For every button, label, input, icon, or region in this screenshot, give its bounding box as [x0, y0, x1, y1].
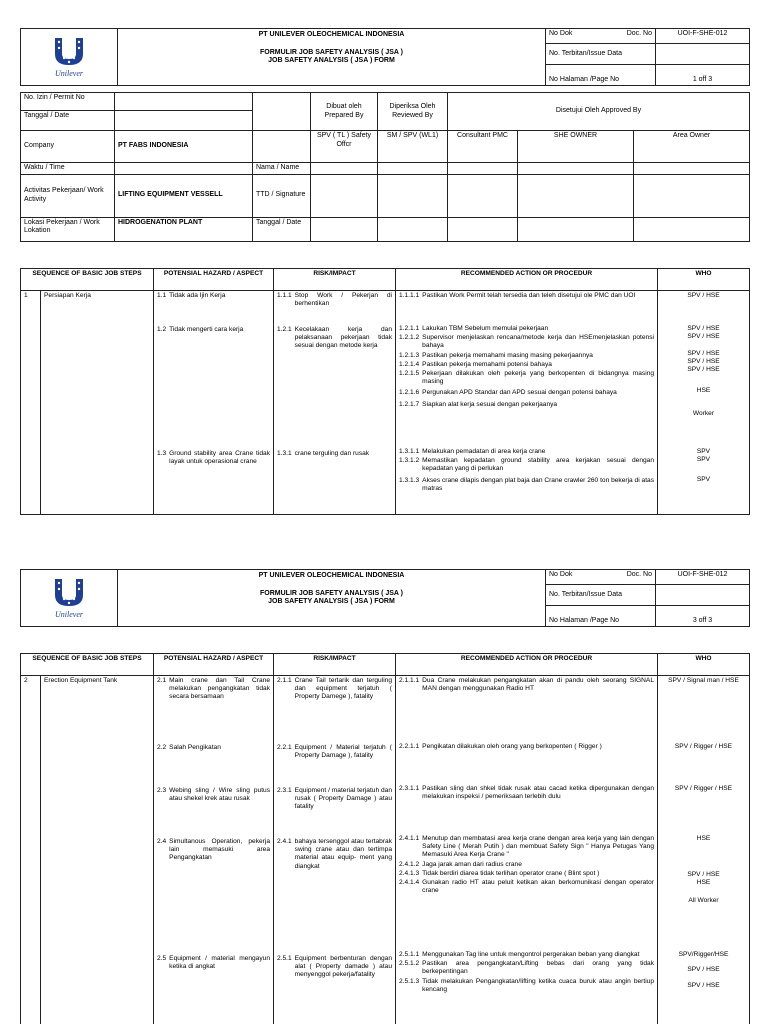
who-value: SPV/Rigger/HSE	[678, 951, 729, 958]
action-no: 1.2.1.3	[399, 351, 420, 359]
date2-label: Tanggal / Date	[253, 217, 311, 241]
page-value: 3 off 3	[656, 606, 750, 627]
page-value: 1 off 3	[656, 65, 750, 86]
hazard-no: 2.3	[157, 787, 167, 794]
risk-text: Equipment / Material terjatuh ( Property Damage ), fatality	[294, 744, 392, 760]
action-cell	[396, 291, 658, 515]
activity-label: Activitas Pekerjaan/ Work Activity	[21, 174, 115, 217]
action-text: Pastikan area pengangkatan/Lifting bebas dari orang yang tidak berkepentingan	[422, 960, 654, 976]
permit-value	[115, 93, 253, 111]
sig-cell	[518, 217, 634, 241]
location-label: Lokasi Pekerjaan / Work Lokation	[21, 217, 115, 241]
col-who: WHO	[658, 654, 750, 676]
form-title-2: JOB SAFETY ANALYSIS ( JSA ) FORM	[268, 57, 395, 64]
who-value: SPV	[696, 456, 711, 464]
risk-text: Equipment / material terjatuh dan rusak ( Property Damage ) atau fatality	[294, 787, 392, 811]
location-value: HIDROGENATION PLANT	[115, 217, 253, 241]
sig-cell	[518, 163, 634, 175]
logo-text: Unilever	[55, 69, 83, 78]
steps-table-1	[20, 268, 750, 515]
action-text: Dua Crane melakukan pengangkatan akan di pandu oleh seorang SIGNAL MAN dengan menggunakan Radio HT	[422, 677, 654, 693]
action-text: Pastikan sling dan shkel tidak rusak atau cacad ketika dipergunakan dengan melakukan inspeksi / pemeriksaan terlebih dulu	[422, 785, 654, 801]
hazard-text: Salah Pengikatan	[169, 744, 221, 751]
sig-cell	[311, 163, 378, 175]
col-who: WHO	[658, 269, 750, 291]
sig-cell	[448, 174, 518, 217]
step-no: 1	[21, 291, 41, 515]
date-label: Tanggal / Date	[21, 111, 115, 131]
who-value: SPV / HSE	[687, 333, 720, 341]
issue-label: No. Terbitan/Issue Data	[546, 585, 656, 606]
col-risk: RISK/IMPACT	[274, 654, 396, 676]
unilever-logo-icon	[52, 36, 86, 70]
action-text: Pekerjaan dilakukan oleh pekerja yang berkopenten di bidangnya masing masing	[422, 370, 654, 386]
activity-value: LIFTING EQUIPMENT VESSELL	[115, 174, 253, 217]
hazard-no: 2.1	[157, 677, 167, 684]
action-no: 1.2.1.5	[399, 370, 420, 378]
action-no: 2.5.1.3	[399, 977, 420, 985]
hazard-text: Main crane dan Tail Crane melakukan pengangkatan tidak secara bersamaan	[169, 677, 270, 701]
prepared-by-label: Dibuat oleh Prepared By	[311, 93, 378, 131]
action-text: Lakukan TBM Sebelum memulai pekerjaan	[422, 325, 549, 332]
action-text: Pastikan pekerja memahami potensi bahaya	[422, 360, 552, 368]
action-no: 2.4.1.2	[399, 860, 420, 868]
blank-cell	[253, 93, 311, 131]
hazard-no: 1.3	[157, 450, 167, 457]
who-value: SPV / HSE	[687, 981, 720, 989]
header-table-page1	[20, 28, 750, 86]
who-value: SPV / HSE	[687, 365, 720, 373]
hazard-no: 1.2	[157, 326, 167, 333]
risk-text: Kecelakaan kerja dan pelaksanaan pekerjaan tidak sesuai dengan metode kerja	[294, 326, 392, 350]
col-action: RECOMMENDED ACTION OR PROCEDUR	[396, 269, 658, 291]
permit-label: No. Izin / Permit No	[21, 93, 115, 111]
risk-no: 2.1.1	[277, 677, 292, 684]
action-text: Tidak berdiri diarea tidak terlihan operator crane ( Blint spot )	[422, 869, 600, 877]
action-no: 2.1.1.1	[399, 677, 420, 684]
action-text: Menutup dan membatasi area kerja crane dengan area kerja yang lain dengan Safety Line ( Merah Putih ) dan membuat Safety Sign " Hanya Petugas Yang Memasuki Area Kerja Crane "	[422, 835, 654, 859]
col-seq: SEQUENCE OF BASIC JOB STEPS	[21, 269, 154, 291]
page-label: No Halaman /Page No	[546, 65, 656, 86]
sig-cell	[378, 163, 448, 175]
hazard-text: Equipment / material mengayun ketika di angkat	[169, 955, 270, 971]
doc-no-value: UOI-F-SHE-012	[656, 29, 750, 44]
col-action: RECOMMENDED ACTION OR PROCEDUR	[396, 654, 658, 676]
step-name: Persiapan Kerja	[41, 291, 154, 515]
action-text: Melakukan pemadatan di area kerja crane	[422, 448, 546, 455]
action-text: Supervisor menjelaskan rencana/metode kerja dan HSEmenjelaskan potensi bahaya	[422, 334, 654, 350]
who-value: All Worker	[688, 897, 719, 905]
action-no: 2.2.1.1	[399, 743, 420, 750]
who-value: HSE	[696, 835, 711, 842]
action-no: 2.4.1.1	[399, 835, 420, 842]
col-hazard: POTENSIAL HAZARD / ASPECT	[154, 269, 274, 291]
form-title-2: JOB SAFETY ANALYSIS ( JSA ) FORM	[268, 598, 395, 605]
step-name: Erection Equipment Tank	[41, 676, 154, 1024]
action-cell	[396, 676, 658, 1024]
risk-no: 1.3.1	[277, 450, 292, 457]
who-value: SPV	[696, 475, 711, 483]
doc-no-label-cell	[546, 570, 656, 585]
action-no: 1.3.1.2	[399, 457, 420, 465]
risk-cell	[274, 291, 396, 515]
action-text: Menggunakan Tag line untuk mengontrol pergerakan beban yang diangkat	[422, 951, 640, 958]
company-value: PT FABS INDONESIA	[115, 131, 253, 163]
sig-cell	[311, 174, 378, 217]
who-value: SPV / HSE	[687, 292, 720, 299]
sig-cell	[448, 217, 518, 241]
doc-no-label-cell	[546, 29, 656, 44]
action-no: 2.5.1.2	[399, 960, 420, 968]
info-table	[20, 92, 750, 242]
title-cell	[118, 570, 546, 627]
action-no: 1.2.1.4	[399, 360, 420, 368]
header-table-page3	[20, 569, 750, 627]
risk-no: 1.2.1	[277, 326, 292, 333]
hazard-text: Webing sling / Wire sling putus atau shekel krek atau rusak	[169, 787, 270, 803]
hazard-no: 2.2	[157, 744, 167, 751]
spv-label: SPV ( TL ) Safety Offcr	[311, 131, 378, 163]
hazard-text: Tidak mengerti cara kerja	[169, 326, 244, 333]
who-value: SPV / HSE	[687, 349, 720, 357]
title-cell	[118, 29, 546, 86]
sm-spv-label: SM / SPV (WL1)	[378, 131, 448, 163]
action-text: Pastikan pekerja memahami masing masing pekerjaannya	[422, 351, 593, 359]
risk-text: Stop Work / Pekerjan di berhentikan	[294, 292, 392, 308]
sig-cell	[378, 174, 448, 217]
risk-no: 2.2.1	[277, 744, 292, 751]
action-no: 2.3.1.1	[399, 785, 420, 792]
who-value: HSE	[696, 387, 711, 395]
unilever-logo-icon	[52, 577, 86, 611]
company-name: PT UNILEVER OLEOCHEMICAL INDONESIA	[258, 572, 405, 579]
doc-no-value: UOI-F-SHE-012	[656, 570, 750, 585]
hazard-text: Ground stability area Crane tidak layak untuk operasional crane	[169, 450, 270, 466]
time-label: Waktu / Time	[21, 163, 115, 175]
issue-value	[656, 585, 750, 606]
issue-label: No. Terbitan/Issue Data	[546, 44, 656, 65]
action-no: 1.2.1.2	[399, 334, 420, 342]
risk-no: 1.1.1	[277, 292, 292, 299]
who-value: SPV / Rigger / HSE	[674, 785, 733, 792]
action-no: 1.2.1.7	[399, 400, 420, 408]
blank-cell	[253, 131, 311, 163]
sig-cell	[518, 174, 634, 217]
sig-cell	[378, 217, 448, 241]
col-hazard: POTENSIAL HAZARD / ASPECT	[154, 654, 274, 676]
who-value: SPV / HSE	[687, 870, 720, 878]
reviewed-by-label: Diperiksa Oleh Reviewed By	[378, 93, 448, 131]
action-no: 1.2.1.1	[399, 325, 420, 332]
form-title-1: FORMULIR JOB SAFETY ANALYSIS ( JSA )	[260, 48, 403, 56]
risk-no: 2.4.1	[277, 838, 292, 845]
form-title-1: FORMULIR JOB SAFETY ANALYSIS ( JSA )	[260, 589, 403, 597]
logo-cell	[21, 570, 118, 627]
who-value: SPV / HSE	[687, 357, 720, 365]
who-cell	[658, 291, 750, 515]
steps-table-2	[20, 653, 750, 1024]
issue-value	[656, 44, 750, 65]
signature-label: TTD / Signature	[253, 174, 311, 217]
risk-cell	[274, 676, 396, 1024]
hazard-cell	[154, 676, 274, 1024]
consultant-label: Consultant PMC	[448, 131, 518, 163]
action-text: Pergunakan APD Standar dan APD sesuai dengan potensi bahaya	[422, 389, 617, 397]
sig-cell	[448, 163, 518, 175]
action-text: Memastikan kepadatan ground stability area kerjakan sesuai dengan kepadatan yang di perlukan	[422, 457, 654, 473]
doc-no-label: Doc. No	[626, 30, 652, 37]
doc-no-label: Doc. No	[626, 571, 652, 578]
hazard-no: 2.4	[157, 838, 167, 845]
name-label: Nama / Name	[253, 163, 311, 175]
risk-text: crane terguling dan rusak	[294, 450, 370, 457]
approved-by-label: Disetujui Oleh Approved By	[448, 93, 750, 131]
hazard-text: Simultanous Operation, pekerja lain memasuki area Pengangkatan	[169, 838, 270, 862]
sig-cell	[634, 174, 750, 217]
action-no: 1.3.1.1	[399, 448, 420, 455]
action-no: 2.4.1.3	[399, 869, 420, 877]
who-value: SPV / HSE	[687, 325, 720, 332]
time-value	[115, 163, 253, 175]
col-seq: SEQUENCE OF BASIC JOB STEPS	[21, 654, 154, 676]
action-text: Akses crane dilapis dengan plat baja dan Crane crawler 260 ton bekerja di atas matras	[422, 476, 654, 492]
she-owner-label: SHE OWNER	[518, 131, 634, 163]
company-name: PT UNILEVER OLEOCHEMICAL INDONESIA	[258, 31, 405, 38]
action-no: 2.5.1.1	[399, 951, 420, 958]
who-value: SPV	[696, 448, 711, 455]
logo-cell	[21, 29, 118, 86]
who-value: SPV / Rigger / HSE	[674, 743, 733, 750]
company-label: Company	[21, 131, 115, 163]
risk-no: 2.3.1	[277, 787, 292, 794]
risk-text: Crane Tail tertarik dan terguling dan equipment terjatuh ( Property Damege ), fatality	[294, 677, 392, 701]
who-cell	[658, 676, 750, 1024]
action-text: Pastikan Work Permit telah tersedia dan teleh disetujui ole PMC dan UOI	[422, 292, 636, 299]
action-text: Gunakan radio HT atau peluit ketikan akan berkomunikasi dengan operator crane	[422, 879, 654, 895]
hazard-no: 2.5	[157, 955, 167, 962]
page-label: No Halaman /Page No	[546, 606, 656, 627]
action-text: Jaga jarak aman dari radius crane	[422, 860, 522, 868]
sig-cell	[311, 217, 378, 241]
date-value	[115, 111, 253, 131]
action-no: 2.4.1.4	[399, 879, 420, 887]
risk-text: Equipment berbenturan dengan alat ( Property damade ) atau menyenggol pekerja/fatality	[294, 955, 392, 979]
action-no: 1.2.1.6	[399, 389, 420, 397]
hazard-text: Tidak ada Ijin Kerja	[169, 292, 226, 299]
no-dok-label: No Dok	[549, 30, 573, 37]
action-no: 1.3.1.3	[399, 476, 420, 484]
area-owner-label: Area Owner	[634, 131, 750, 163]
who-value: SPV / Signal man / HSE	[668, 677, 739, 684]
risk-no: 2.5.1	[277, 955, 292, 962]
risk-text: bahaya tersenggol atau tertabrak swing crane atau dan tertimpa material atau equip- ment yang diangkat	[294, 838, 392, 870]
who-value: Worker	[692, 409, 715, 417]
action-no: 1.1.1.1	[399, 292, 420, 299]
col-risk: RISK/IMPACT	[274, 269, 396, 291]
logo-text: Unilever	[55, 610, 83, 619]
sig-cell	[634, 163, 750, 175]
who-value: HSE	[696, 878, 711, 886]
sig-cell	[634, 217, 750, 241]
hazard-cell	[154, 291, 274, 515]
hazard-no: 1.1	[157, 292, 167, 299]
action-text: Pengikatan dilakukan oleh orang yang berkopenten ( Rigger )	[422, 743, 602, 750]
action-text: Tidak melakukan Pengangkatan/lifting ketika cuaca buruk atau angin bertiup kencang	[422, 977, 654, 993]
who-value: SPV / HSE	[687, 966, 720, 974]
no-dok-label: No Dok	[549, 571, 573, 578]
action-text: Siapkan alat kerja sesuai dengan pekerjaanya	[422, 400, 558, 408]
step-no: 2	[21, 676, 41, 1024]
